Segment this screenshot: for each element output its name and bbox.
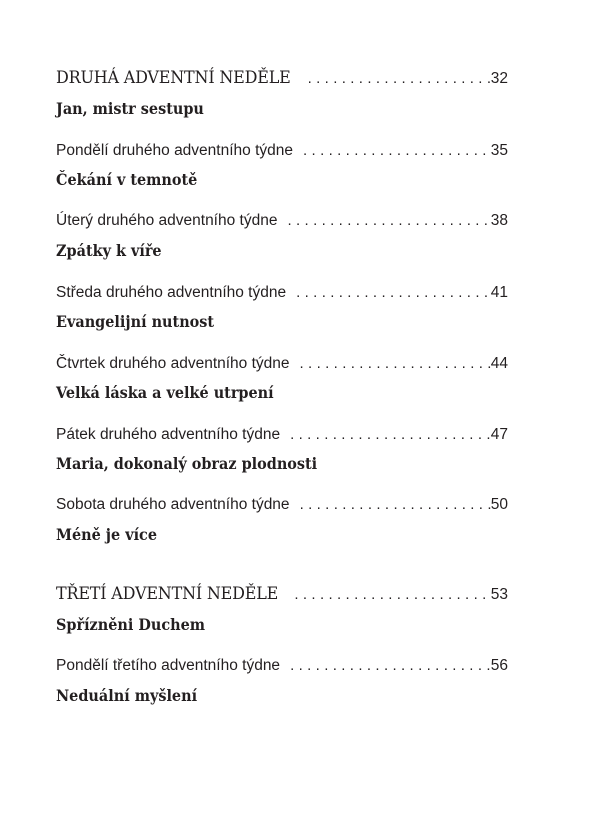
dot-leader	[290, 496, 491, 514]
dot-leader	[296, 70, 491, 88]
entry-subtitle: Jan, mistr sestupu	[56, 99, 204, 118]
dot-leader	[280, 657, 491, 675]
entry-subtitle: Méně je více	[56, 525, 158, 544]
toc-day-row[interactable]	[56, 142, 508, 160]
page-number: 47	[490, 426, 508, 443]
day-heading: Čtvrtek druhého adventního týdne	[56, 355, 290, 372]
toc-day-row[interactable]	[56, 426, 508, 444]
dot-leader	[293, 142, 491, 160]
page-number: 41	[490, 284, 508, 301]
day-heading: Pondělí třetího adventního týdne	[56, 657, 281, 674]
toc-day-row[interactable]	[56, 496, 508, 514]
day-heading: Pondělí druhého adventního týdne	[56, 142, 293, 159]
page-number: 56	[490, 657, 508, 674]
page-number: 44	[490, 355, 508, 372]
toc-section-heading-row[interactable]	[56, 584, 508, 604]
entry-subtitle: Spřízněni Duchem	[56, 615, 206, 634]
page-number: 35	[490, 142, 508, 159]
toc-day-row[interactable]	[56, 212, 508, 230]
toc-day-row[interactable]	[56, 355, 508, 373]
entry-subtitle: Zpátky k víře	[56, 241, 162, 260]
toc-day-row[interactable]	[56, 284, 508, 302]
day-heading: Pátek druhého adventního týdne	[56, 426, 281, 443]
page-number: 53	[490, 586, 508, 603]
dot-leader	[277, 212, 490, 230]
day-heading: Středa druhého adventního týdne	[56, 284, 287, 301]
entry-subtitle: Neduální myšlení	[56, 686, 198, 705]
day-heading: Úterý druhého adventního týdne	[56, 212, 278, 229]
page-number: 32	[490, 70, 508, 87]
entry-subtitle: Velká láska a velké utrpení	[56, 383, 274, 402]
dot-leader	[290, 355, 491, 373]
page-number: 50	[490, 496, 508, 513]
entry-subtitle: Maria, dokonalý obraz plodnosti	[56, 454, 318, 473]
section-heading: DRUHÁ ADVENTNÍ NEDĚLE	[56, 68, 291, 88]
page-number: 38	[490, 212, 508, 229]
dot-leader	[286, 284, 491, 302]
dot-leader	[282, 586, 490, 604]
toc-day-row[interactable]	[56, 657, 508, 675]
day-heading: Sobota druhého adventního týdne	[56, 496, 290, 513]
dot-leader	[280, 426, 491, 444]
toc-section-heading-row[interactable]	[56, 68, 508, 88]
section-heading: TŘETÍ ADVENTNÍ NEDĚLE	[56, 584, 279, 604]
entry-subtitle: Evangelijní nutnost	[56, 312, 215, 331]
entry-subtitle: Čekání v temnotě	[56, 170, 198, 189]
